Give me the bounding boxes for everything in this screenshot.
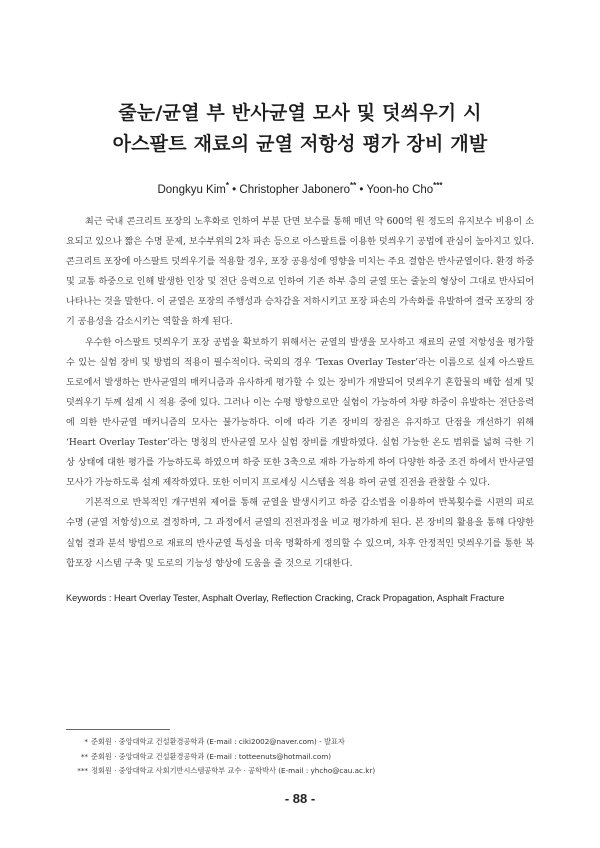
keywords-text: Heart Overlay Tester, Asphalt Overlay, Reflection Cracking, Crack Propagation, Asphalt Fracture: [114, 593, 505, 603]
footnote: [80, 750, 560, 765]
abstract-paragraph: 기본적으로 반복적인 개구변위 제어를 통해 균열을 발생시키고 하중 감소법을 이용하여 반복횟수를 시편의 피로 수명 (균열 저항성)으로 결정하며, 그 과정에서 균열의 진전과정을 비교 평가하게 된다. 본 장비의 활용을 통해 다양한 실험 결과 분석 방법으로 재료의 반사균열 특성을 더욱 명확하게 정의할 수 있으며, 차후 안정적인 덧씌우기를 통한 복합포장 시스템 구축 및 도로의 기능성 향상에 도움을 줄 것으로 기대한다.: [66, 498, 534, 569]
author-mark: *: [225, 181, 229, 190]
footnote: [84, 735, 560, 750]
paper-title-line-1: 줄눈/균열 부 반사균열 모사 및 덧씌우기 시: [118, 102, 482, 124]
footnote-text: 정회원 · 중앙대학교 사회기반시스템공학부 교수 · 공학박사 (E-mail : yhcho@cau.ac.kr): [91, 766, 376, 775]
footnote-text: 준회원 · 중앙대학교 건설환경공학과 (E-mail : ciki2002@naver.com) - 발표자: [91, 737, 345, 746]
author-separator: •: [356, 183, 367, 196]
footnotes: [66, 735, 560, 779]
author-list: [0, 181, 600, 196]
author-separator: •: [228, 183, 240, 196]
author-name: Christopher Jabonero: [239, 183, 350, 196]
footnote-mark: *: [84, 737, 88, 746]
footnote-divider: [66, 729, 170, 730]
footnote-mark: **: [80, 751, 88, 761]
footnote-text: 준회원 · 중앙대학교 건설환경공학과 (E-mail : totteenuts@hotmail.com): [91, 751, 332, 761]
keywords: [66, 593, 546, 603]
paper-title-line-2: 아스팔트 재료의 균열 저항성 평가 장비 개발: [112, 133, 488, 155]
author-name: Yoon-ho Cho: [366, 183, 434, 196]
author-mark: ***: [433, 181, 443, 190]
author-mark: **: [350, 181, 357, 190]
abstract-paragraph: 최근 국내 콘크리트 포장의 노후화로 인하여 부분 단면 보수를 통해 매년 약 600억 원 정도의 유지보수 비용이 소요되고 있으나 짧은 수명 문제, 보수부위의 2차 파손 등으로 아스팔트를 이용한 덧씌우기 공법에 관심이 높아지고 있다. 콘크리트 포장에 아스팔트 덧씌우기를 적용할 경우, 포장 공용성에 영향을 미치는 주요 결함은 반사균열이다. 환경 하중 및 교통 하중으로 인해 발생한 인장 및 전단 응력으로 인하여 기존 하부 층의 균열 또는 줄눈의 형상이 그대로 반사되어 나타나는 것을 말한다. 이 균열은 포장의 주행성과 승차감을 저하시키고 포장 파손의 가속화를 유발하여 결국 포장의 장기 공용성을 감소시키는 역할을 하게 된다.: [66, 217, 534, 328]
author-name: Dongkyu Kim: [157, 183, 226, 196]
page-number: - 88 -: [284, 791, 316, 806]
footnote-mark: ***: [77, 766, 88, 775]
abstract-paragraph: 우수한 아스팔트 덧씌우기 포장 공법을 확보하기 위해서는 균열의 발생을 모사하고 재료의 균열 저항성을 평가할 수 있는 실험 장비 및 방법의 적용이 필수적이다. 국외의 경우 ‘Texas Overlay Tester’라는 이름으로 실제 아스팔트 도로에서 발생하는 반사균열의 매커니즘과 유사하게 평가할 수 있는 장비가 개발되어 덧씌우기 혼합물의 배합 설계 및 덧씌우기 두께 설계 시 적용 중에 있다. 그러나 이는 수평 방향으로만 실험이 가능하여 차량 하중이 유발하는 전단응력에 의한 반사균열 매커니즘의 모사는 불가능하다. 이에 따라 기존 장비의 장점은 유지하고 단점을 개선하기 위해 ‘Heart Overlay Tester’라는 명칭의 반사균열 모사 실험 장비를 개발하였다. 실험 가능한 온도 범위를 넓혀 극한 기상 상태에 대한 평가를 가능하도록 하였으며 하중 또한 3축으로 재하 가능하게 하여 다양한 하중 조건 하에서 반사균열 모사가 가능하도록 설계 제작하였다. 또한 이미지 프로세싱 시스템을 적용 하여 균열 진전을 관찰할 수 있다.: [66, 337, 534, 489]
footnote: [77, 764, 560, 779]
keywords-label: Keywords :: [66, 593, 114, 603]
abstract: [66, 212, 534, 574]
